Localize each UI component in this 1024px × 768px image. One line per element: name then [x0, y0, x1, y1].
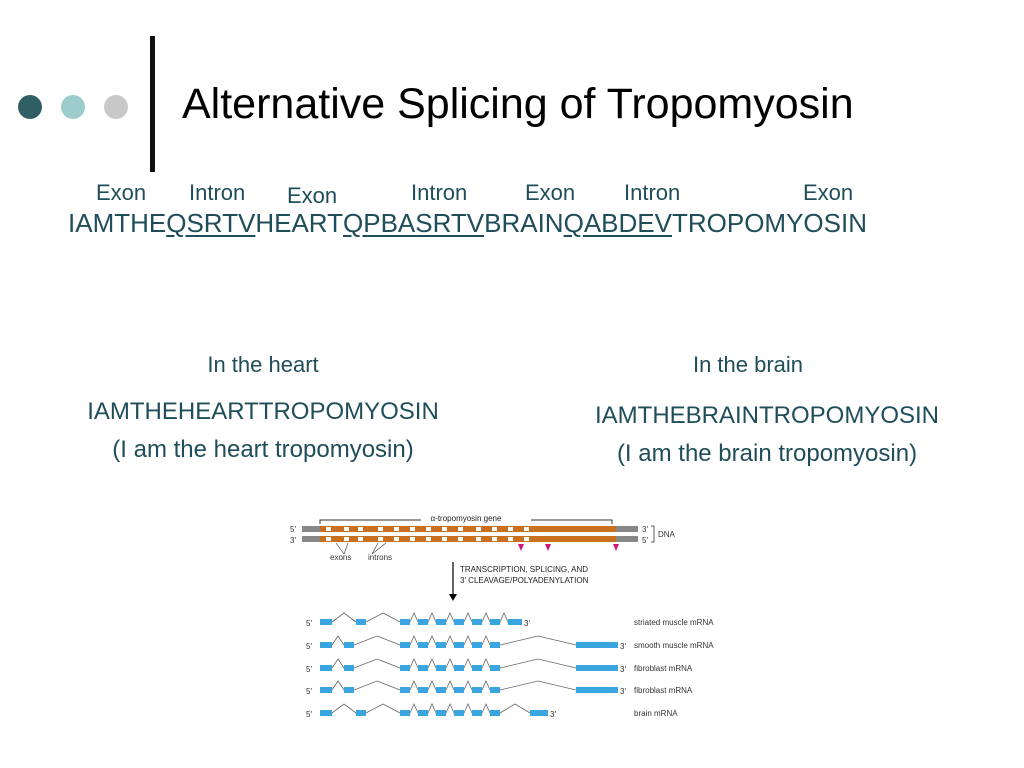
mrna-splice-junction: [366, 613, 400, 622]
dna-label: DNA: [658, 530, 675, 539]
dna-flank-right-bottom: [616, 536, 638, 542]
brain-header: In the brain: [692, 352, 804, 377]
mrna-exon: [472, 710, 482, 716]
dna-3prime-top: 3′: [642, 525, 648, 534]
mrna-label: fibroblast mRNA: [634, 686, 693, 695]
dna-exon-tick: [394, 527, 399, 531]
mrna-exon: [418, 619, 428, 625]
mrna-splice-junction: [500, 681, 576, 690]
dna-exon-tick: [492, 527, 497, 531]
mrna-exon: [490, 665, 500, 671]
mrna-exon: [356, 710, 366, 716]
dna-exon-tick: [458, 527, 463, 531]
dna-flank-left-bottom: [302, 536, 320, 542]
mrna-exon: [472, 665, 482, 671]
mrna-splice-junction: [482, 659, 490, 668]
polya-marker: [613, 544, 619, 551]
mrna-exon: [400, 642, 410, 648]
mrna-splice-junction: [354, 636, 400, 645]
mrna-row: [306, 704, 678, 719]
mrna-splice-junction: [464, 704, 472, 713]
dna-3prime-bottom: 3′: [290, 536, 296, 545]
exons-label: exons: [330, 553, 352, 562]
gene-sequence: [68, 208, 867, 239]
mrna-splice-junction: [500, 704, 530, 713]
mrna-exon: [454, 687, 464, 693]
mrna-splice-junction: [500, 613, 508, 622]
dna-exon-tick: [476, 537, 481, 541]
mrna-exon: [454, 642, 464, 648]
mrna-exon: [472, 619, 482, 625]
label-exon-4: Exon: [803, 180, 854, 205]
mrna-splice-junction: [446, 704, 454, 713]
dna-exon-tick: [378, 527, 383, 531]
dna-exon-tick: [358, 527, 363, 531]
dna-exon-tick: [458, 537, 463, 541]
mrna-splice-junction: [446, 636, 454, 645]
mrna-splice-junction: [428, 613, 436, 622]
mrna-exon: [400, 665, 410, 671]
mrna-splice-junction: [428, 704, 436, 713]
mrna-label: smooth muscle mRNA: [634, 641, 714, 650]
mrna-exon: [436, 642, 446, 648]
dna-exon-tick: [426, 527, 431, 531]
heart-result: [33, 393, 493, 469]
mrna-exon: [576, 687, 618, 693]
mrna-exon: [490, 619, 500, 625]
mrna-splice-junction: [332, 659, 344, 668]
mrna-splice-junction: [366, 704, 400, 713]
mrna-row: [306, 636, 714, 651]
dna-exon-tick: [358, 537, 363, 541]
decor-dot-dark: [18, 95, 42, 119]
mrna-exon: [344, 642, 354, 648]
label-exon-3: Exon: [525, 180, 576, 205]
dna-flank-left-top: [302, 526, 320, 532]
introns-label: introns: [368, 553, 393, 562]
decor-dot-gray: [104, 95, 128, 119]
mrna-3prime: 3′: [550, 710, 556, 719]
mrna-exon: [490, 710, 500, 716]
mrna-splice-junction: [482, 636, 490, 645]
dna-exon-tick: [410, 527, 415, 531]
gene-label: α-tropomyosin gene: [430, 514, 502, 523]
process-line-1: TRANSCRIPTION, SPLICING, AND: [460, 565, 589, 574]
dna-exon-tick: [326, 537, 331, 541]
label-intron-2: Intron: [411, 180, 468, 205]
dna-5prime-top: 5′: [290, 525, 296, 534]
tropomyosin-splicing-figure: [286, 508, 726, 728]
mrna-exon: [400, 710, 410, 716]
seq-intron-1: QSRTV: [166, 208, 256, 238]
mrna-exon: [472, 687, 482, 693]
mrna-label: striated muscle mRNA: [634, 618, 714, 627]
mrna-splice-junction: [446, 613, 454, 622]
mrna-splice-junction: [482, 681, 490, 690]
mrna-row: [306, 681, 693, 696]
mrna-5prime: 5′: [306, 665, 312, 674]
mrna-exon: [490, 642, 500, 648]
mrna-splice-junction: [410, 681, 418, 690]
mrna-splice-junction: [500, 636, 576, 645]
mrna-splice-junction: [354, 681, 400, 690]
dna-exon-tick: [326, 527, 331, 531]
dna-exon-tick: [476, 527, 481, 531]
mrna-exon: [576, 665, 618, 671]
mrna-3prime: 3′: [620, 665, 626, 674]
mrna-splice-junction: [446, 659, 454, 668]
process-arrowhead: [449, 594, 457, 601]
mrna-exon: [454, 710, 464, 716]
decor-dot-teal: [61, 95, 85, 119]
dna-bracket: [651, 526, 654, 542]
mrna-exon: [418, 665, 428, 671]
dna-exon-tick: [492, 537, 497, 541]
seq-exon-1: IAMTHE: [68, 208, 167, 238]
dna-exon-tick: [426, 537, 431, 541]
seq-intron-3: QABDEV: [563, 208, 672, 238]
title-divider: [150, 36, 155, 172]
mrna-exon: [436, 619, 446, 625]
mrna-label: brain mRNA: [634, 709, 678, 718]
mrna-exon: [320, 710, 332, 716]
mrna-exon: [418, 687, 428, 693]
polya-marker: [545, 544, 551, 551]
process-line-2: 3′ CLEAVAGE/POLYADENYLATION: [460, 576, 589, 585]
mrna-splice-junction: [332, 636, 344, 645]
mrna-5prime: 5′: [306, 710, 312, 719]
mrna-splice-junction: [332, 613, 356, 622]
mrna-splice-junction: [428, 681, 436, 690]
dna-exon-tick: [524, 537, 529, 541]
mrna-exon: [508, 619, 522, 625]
label-intron-3: Intron: [624, 180, 681, 205]
mrna-row: [306, 613, 714, 628]
mrna-exon: [530, 710, 548, 716]
mrna-5prime: 5′: [306, 619, 312, 628]
mrna-splice-junction: [410, 659, 418, 668]
slide-title: Alternative Splicing of Tropomyosin: [182, 80, 854, 128]
heart-header: In the heart: [207, 352, 319, 377]
mrna-exon: [436, 710, 446, 716]
mrna-exon: [436, 665, 446, 671]
mrna-splice-junction: [464, 613, 472, 622]
dna-gene-top: [320, 526, 616, 532]
mrna-splice-junction: [410, 636, 418, 645]
brain-result: [537, 397, 997, 473]
mrna-splice-junction: [446, 681, 454, 690]
mrna-5prime: 5′: [306, 687, 312, 696]
mrna-exon: [576, 642, 618, 648]
mrna-splice-junction: [482, 613, 490, 622]
dna-5prime-bottom: 5′: [642, 536, 648, 545]
mrna-exon: [344, 665, 354, 671]
polya-marker: [518, 544, 524, 551]
mrna-exon: [400, 687, 410, 693]
seq-exon-3: BRAIN: [484, 208, 564, 238]
mrna-rows: [306, 613, 714, 719]
mrna-exon: [454, 619, 464, 625]
mrna-exon: [472, 642, 482, 648]
mrna-row: [306, 659, 693, 674]
dna-exon-tick: [344, 537, 349, 541]
mrna-splice-junction: [464, 681, 472, 690]
dna-exon-tick: [394, 537, 399, 541]
mrna-splice-junction: [410, 704, 418, 713]
mrna-splice-junction: [464, 659, 472, 668]
dna-exon-tick: [508, 537, 513, 541]
mrna-exon: [418, 710, 428, 716]
dna-exon-tick: [524, 527, 529, 531]
dna-exon-tick: [508, 527, 513, 531]
mrna-exon: [320, 619, 332, 625]
mrna-splice-junction: [482, 704, 490, 713]
mrna-exon: [436, 687, 446, 693]
mrna-splice-junction: [410, 613, 418, 622]
mrna-3prime: 3′: [620, 687, 626, 696]
label-intron-1: Intron: [189, 180, 246, 205]
mrna-exon: [356, 619, 366, 625]
mrna-exon: [320, 687, 332, 693]
mrna-splice-junction: [428, 659, 436, 668]
seq-exon-4: TROPOMYOSIN: [671, 208, 867, 238]
mrna-exon: [454, 665, 464, 671]
dna-exon-tick: [442, 527, 447, 531]
dna-exon-tick: [442, 537, 447, 541]
seq-exon-2: HEART: [255, 208, 343, 238]
mrna-exon: [320, 642, 332, 648]
dna-flank-right-top: [616, 526, 638, 532]
brain-sequence: IAMTHEBRAINTROPOMYOSIN: [594, 402, 940, 429]
mrna-splice-junction: [354, 659, 400, 668]
dna-exon-tick: [344, 527, 349, 531]
label-exon-1: Exon: [96, 180, 147, 205]
brain-translation: (I am the brain tropomyosin): [616, 440, 918, 467]
dna-exon-tick: [410, 537, 415, 541]
dna-gene-bottom: [320, 536, 616, 542]
seq-intron-2: QPBASRTV: [343, 208, 485, 238]
mrna-exon: [320, 665, 332, 671]
heart-sequence: IAMTHEHEARTTROPOMYOSIN: [87, 398, 439, 425]
mrna-exon: [490, 687, 500, 693]
heart-translation: (I am the heart tropomyosin): [112, 436, 414, 463]
mrna-3prime: 3′: [620, 642, 626, 651]
mrna-splice-junction: [428, 636, 436, 645]
mrna-exon: [400, 619, 410, 625]
mrna-splice-junction: [500, 659, 576, 668]
label-exon-2: Exon: [287, 183, 338, 208]
mrna-splice-junction: [332, 681, 344, 690]
mrna-exon: [418, 642, 428, 648]
mrna-label: fibroblast mRNA: [634, 664, 693, 673]
mrna-splice-junction: [464, 636, 472, 645]
dna-exon-tick: [378, 537, 383, 541]
mrna-3prime: 3′: [524, 619, 530, 628]
mrna-exon: [344, 687, 354, 693]
mrna-5prime: 5′: [306, 642, 312, 651]
mrna-splice-junction: [332, 704, 356, 713]
